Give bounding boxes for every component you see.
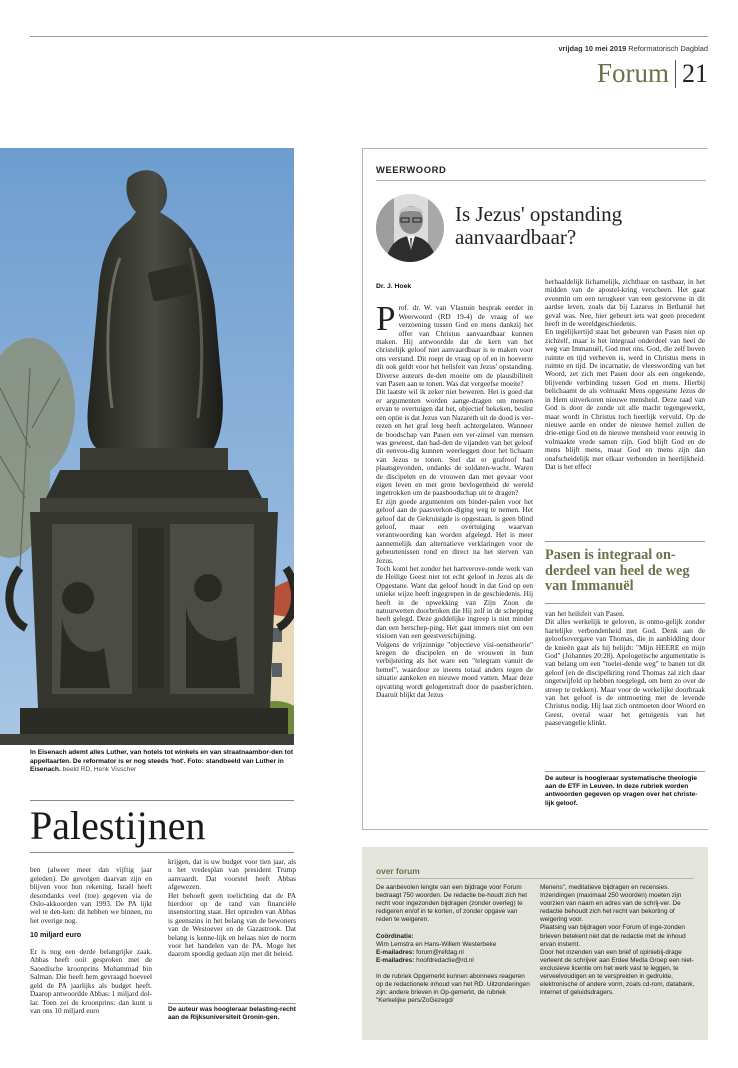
pullquote-top-rule <box>545 541 705 542</box>
weerwoord-label: WEERWOORD <box>376 164 447 175</box>
over-forum-rule <box>376 878 694 879</box>
weerwoord-label-rule <box>376 180 706 181</box>
issue-date: vrijdag 10 mei 2019 <box>558 44 627 53</box>
section-header <box>597 58 708 89</box>
luther-statue-photo <box>0 148 294 745</box>
over-forum-label: over forum <box>376 866 420 876</box>
over-forum-column-2: Menens", meditatieve bijdragen en recensies. Inzendingen (maximaal 250 woorden) moeten zijn voorzien van naam en adres van de schrij-ver. De redactie behoudt zich het recht van bekorting of weigering voor. Plaatsing van bijdragen voor Forum of inge-zonden brieven betekent niet dat de redactie met de inhoud ervan instemt. Door het inzenden van een brief of opiniebij-drage verleent de schrijver aan Erdee Media Groep een niet-exclusieve licentie om het werk vast te leggen, te verveelvoudigen en te verspreiden in gedrukte, elektronische of andere vorm, zoals cd-rom, databank, internet of geluidsdragers. <box>540 884 695 997</box>
statue-illustration <box>0 148 294 745</box>
palestijnen-bottom-rule <box>30 852 294 853</box>
weerwoord-column-1 <box>376 296 533 700</box>
palestijnen-headline: Palestijnen <box>30 803 206 848</box>
caption-text: In Eisenach ademt alles Luther, van hotels tot winkels en van straatnaambor-den tot appeltaarten. De reformator is er nog steeds 'hot'. Foto: standbeeld van Luther in Eisenach. <box>30 749 294 774</box>
weerwoord-author: Dr. J. Hoek <box>376 283 412 290</box>
pullquote-bottom-rule <box>545 603 705 604</box>
palestijnen-col1-text-a: ben (alweer meer dan vijftig jaar geleden). De gevolgen daarvan zijn en blijven voor hun rekening. Israël heeft desondanks veel (toe) gegeven via de Oslo-akkoorden van 1993. De PA lijkt wel te den-ken: dit hebben we binnen, nu het overige nog. <box>30 865 152 925</box>
author-portrait <box>376 194 444 262</box>
weerwoord-headline: Is Jezus' opstanding aanvaardbaar? <box>455 202 623 249</box>
coordination-names: Wim Lemstra en Hans-Willem Westerbeke <box>376 940 497 948</box>
section-divider <box>675 60 676 88</box>
palestijnen-column-2: krijgen, dat is uw budget voor tien jaar, als u het vredesplan van president Trump aanvaardt. Dat voorstel heeft Abbas afgewezen. Het behoeft geen toelichting dat de PA hierdoor op de rand van financiële insenstorting staat. Het optreden van Abbas is geenszins in het belang van de bewoners van de Westoever en de Gazastrook. Dat belang is kenne-lijk en helaas niet de norm voor het handelen van de PA. Moge het daarom spoedig gedaan zijn met dit beleid. <box>168 857 296 959</box>
pullquote: Pasen is integraal on-derdeel van heel de weg van Immanuël <box>545 547 690 595</box>
over-forum-opgemerkt: In de rubriek Opgemerkt kunnen abonnees reageren op de redactionele inhoud van het RD. Uitzonderingen zijn: andere brieven in Op-gemerkt, de rubriek "Kerkelijke pers/ZoGezegd/ <box>376 973 530 1005</box>
section-name: Forum <box>596 58 669 88</box>
palestijnen-author-note: De auteur was hoogleraar belasting-recht aan de Rijksuniversiteit Gronin-gen. <box>168 1006 296 1021</box>
weerwoord-author-rule <box>545 771 705 772</box>
weerwoord-column-2-continued: van het heilsfeit van Pasen. Dit alles werkelijk te geloven, is onmo-gelijk zonder hartelijke verbondenheid met God. Denk aan de geloofsovergave van Thomas, die in aanbidding door de knieën gaat als hij belijdt: "Mijn HEERE en mijn God" (Johannes 20:28). Apologetische argumentatie is van belang om een "toelei-dende weg" te banen tot dit geloof (en de discipelkring rond Thomas zal zich daar ongetwijfeld op hebben toegelegd, om hem zo over de streep te trekken). Maar voor de werkelijke doorbraak van het geloof is de ontmoeting met de levende Christus nodig. Hij laat zich ontmoeten door Woord en Geest, overal waar het getuigenis van het paasevangelie klinkt. <box>545 609 705 728</box>
over-forum-intro: De aanbevolen lengte van een bijdrage voor Forum bedraagt 750 woorden. De redactie be-houdt zich het recht voor ingezonden bijdragen (zonder overleg) te redigeren en/of in te korten, of zonder opgave van reden te weigeren. <box>376 884 527 924</box>
dateline <box>558 44 708 53</box>
palestijnen-column-1 <box>30 858 152 1015</box>
weerwoord-author-note: De auteur is hoogleraar systematische theologie aan de ETF in Leuven. In deze rubriek worden antwoorden gegeven op vragen over het christe-lijk geloof. <box>545 775 698 807</box>
photo-credit: beeld RD, Henk Visscher <box>62 766 137 774</box>
editor-email[interactable]: hoofdredactie@rd.nl <box>416 956 474 964</box>
over-forum-column-1 <box>376 884 531 1005</box>
page-number: 21 <box>682 58 708 88</box>
weerwoord-col1-text: rof. dr. W. van Vlastuin besprak eerder in Weerwoord (RD 19-4) de vraag of we verzoening tussen God en mens dankzij het offer van Christus aanvaardbaar kunnen maken. Hij antwoordde dat de kern van het christelijk geloof niet aanvaardbaar is te maken voor ons verstand. Dit roept de vraag op of en in hoeverre dit ook geldt voor het heilsfeit van Jezus' opstanding. Diverse auteurs de-den moeite om de plausibiliteit van Pasen aan te tonen. Was dat vergeefse moeite? Dit laatste wil ik zeker niet beweren. Het is goed dat er argumenten worden aange-dragen om mensen ervan te overtuigen dat het, objectief bekeken, beslist een optie is dat Jezus van Nazareth uit de dood is ver-rezen en het graf leeg heeft achtergelaten. Wanneer de boodschap van Pasen een ver-zinsel van mensen was geweest, dan had-den de vijanden van het geloof dit eenvou-dig kunnen weerleggen door het lichaam van Jezus te tonen. Stel dat er grafroof had plaatsgevonden, ondanks de soldaten-wacht. Waren de discipelen en de vrouwen dan met gevaar voor eigen leven en met grote bevlogenheid de wereld ingetrokken om de paasboodschap uit te dragen? Er zijn goede argumenten om binder-palen voor het geloof aan de paasverkon-diging weg te nemen. Het geloof dat de Gekruisigde is opgestaan, is geen blind geloof, maar een overtuiging waarvan verantwoording kan worden afgelegd. Het is meer aannemelijk dan alternatieve verklaringen voor de gebeurtenissen rond en direct na het sterven van Jezus. Toch komt het zonder het hartverove-rende werk van de Heilige Geest niet tot echt geloof in Jezus als de Opgestane. Want dat geloof houdt in dat God op een unieke wijze heeft ingegrepen in de geschiedenis. Hij heeft in de opwekking van Zijn Zoon de natuurwetten doorbroken die Hij zelf in de schepping heeft gelegd. Deze goddelijke ingreep is niet minder dan een herschep-ping. Het gaat immers niet om een visioen van een geestverschijning. Volgens de vrijzinnige "objectieve visi-oenstheorie" kregen de discipelen en de vrouwen in hun verbijstering als het ware een "telegram vanuit de hemel", waardoor ze ineens totaal anders tegen de situatie aankeken en nieuwe moed vatten. Maar deze opvatting wordt gelogenstraft door de paasberichten. Daaruit blijkt dat Jezus <box>376 303 533 700</box>
photo-caption <box>30 749 298 775</box>
weerwoord-column-2: herhaaldelijk lichamelijk, zichtbaar en tastbaar, in het midden van de apostel-kring verscheen. Het gaat evenmin om een terugkeer van een gestorvene in dit aardse leven, zoals dat bij Lazarus in Bethanië het geval was. Nee, hier gebeurt iets wat geen precedent heeft in de wereldgeschiedenis. En tegelijkertijd staat het gebeuren van Pasen niet op zichzelf, maar is het integraal onderdeel van heel de weg van Immanuël, God met ons. God, die zelf boven ruimte en tijd verheven is, werd in Christus mens in ruimte en tijd. De incarnatie, de vleeswording van het Woord, zet zich met Pasen door als een ongekende, blijvende verbinding tussen God en mens. Hierbij belichaamt de als volmaakt Mens opgestane Jezus de in Hem uitverkoren nieuwe mensheid. Deze raad van God is door de zonde uit alle macht tegengewerkt, maar wordt in Christus toch heerlijk vervuld. Op de nieuwe aarde en onder de nieuwe hemel zullen de drie-enige God en de nieuwe mensheid voor eeuwig in volmaakte vrede samen zijn. God blijft God en de mens blijft mens, maar God en mens zijn dan onafscheidelijk met elkaar verbonden in heerlijkheid. Dat is het effect <box>545 277 705 471</box>
drop-cap: P <box>376 299 396 339</box>
palestijnen-author-rule <box>168 1003 296 1004</box>
palestijnen-col1-text-b: Er is nog een derde belangrijke zaak. Abbas heeft ooit gesproken met de Saoedische kroonprins Mohammad bin Salman. Die heeft hem gevraagd hoeveel geld de PA jaarlijks als budget heeft. Daarop antwoordde Abbas: 1 miljard dol-lar. Toen zei de kroonprins: dan kunt u van ons 10 miljard euro <box>30 947 152 1015</box>
email-label: E-mailadres: <box>376 948 415 956</box>
palestijnen-subhead: 10 miljard euro <box>30 930 82 940</box>
portrait-illustration <box>376 194 444 262</box>
palestijnen-top-rule <box>30 800 294 801</box>
header-rule <box>30 36 708 37</box>
email-label-2: E-mailadres: <box>376 956 415 964</box>
forum-email[interactable]: forum@refdag.nl <box>416 948 464 956</box>
coordination-label: Coördinatie: <box>376 932 414 940</box>
paper-name: Reformatorisch Dagblad <box>628 44 708 53</box>
